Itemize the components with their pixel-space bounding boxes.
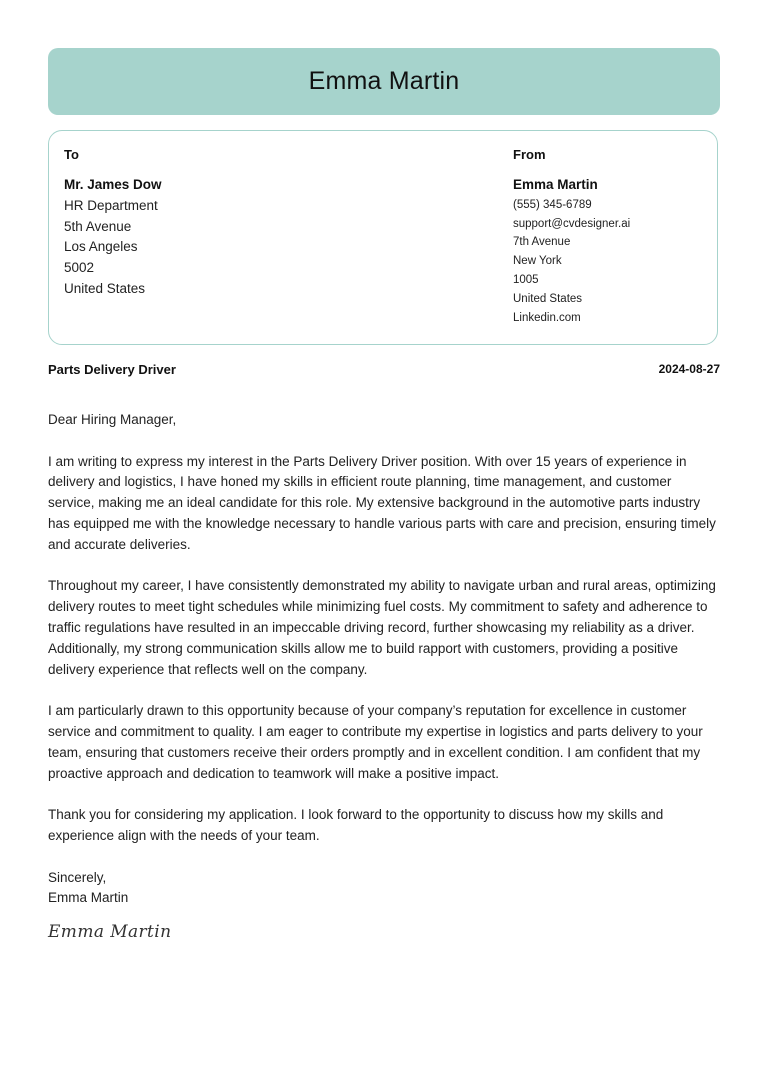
closing-name: Emma Martin — [48, 890, 129, 906]
applicant-name-title: Emma Martin — [308, 67, 460, 95]
sender-address — [513, 175, 630, 327]
sender-phone: (555) 345-6789 — [513, 198, 592, 211]
sender-country: United States — [513, 292, 583, 305]
closing: Sincerely, — [48, 869, 107, 885]
recipient-heading: To — [64, 147, 79, 162]
header-banner — [48, 48, 720, 115]
paragraph-1: I am writing to express my interest in the Parts Delivery Driver position. With over 15 years of experience in delivery and logistics, I have honed my skills in efficient route planning, time management, and customer service, making me an ideal candidate for this role. My extensive background in the automotive parts industry has equipped me with the knowledge necessary to handle various parts with care and precision, ensuring timely and accurate deliveries. — [48, 453, 716, 552]
recipient-zip: 5002 — [64, 260, 95, 276]
letter-date: 2024-08-27 — [658, 362, 720, 376]
address-box — [48, 130, 718, 345]
recipient-country: United States — [64, 280, 146, 296]
recipient-street: 5th Avenue — [64, 218, 132, 234]
sender-zip: 1005 — [513, 273, 539, 286]
recipient-name: Mr. James Dow — [64, 177, 162, 192]
sender-heading: From — [513, 147, 546, 162]
closing-block — [48, 868, 720, 910]
paragraph-4: Thank you for considering my application. I look forward to the opportunity to discuss how my skills and experience align with the needs of your team. — [48, 807, 664, 843]
paragraph-3: I am particularly drawn to this opportunity because of your company’s reputation for excellence in customer service and commitment to quality. I am eager to contribute my expertise in logistics and parts delivery to your team, ensuring that customers receive their orders promptly and in excellent condition. I am confident that my proactive approach and dedication to teamwork will make a positive impact. — [48, 703, 703, 781]
recipient-department: HR Department — [64, 197, 158, 213]
sender-street: 7th Avenue — [513, 236, 571, 249]
sender-city: New York — [513, 255, 562, 268]
salutation: Dear Hiring Manager, — [48, 412, 177, 427]
sender-linkedin: Linkedin.com — [513, 311, 581, 324]
recipient-city: Los Angeles — [64, 239, 138, 255]
position-title: Parts Delivery Driver — [48, 362, 176, 377]
sender-email: support@cvdesigner.ai — [513, 217, 631, 230]
handwritten-signature: Emma Martin — [48, 922, 172, 942]
paragraph-2: Throughout my career, I have consistently demonstrated my ability to navigate urban and rural areas, optimizing delivery routes to meet tight schedules while minimizing fuel costs. My commitment to safety and adherence to traffic regulations have resulted in an impeccable driving record, further showcasing my reliability as a driver. Additionally, my strong communication skills allow me to build rapport with customers, providing a positive delivery experience that reflects well on the company. — [48, 578, 716, 677]
sender-name: Emma Martin — [513, 177, 598, 192]
letter-body — [48, 410, 720, 930]
recipient-address — [64, 175, 162, 300]
